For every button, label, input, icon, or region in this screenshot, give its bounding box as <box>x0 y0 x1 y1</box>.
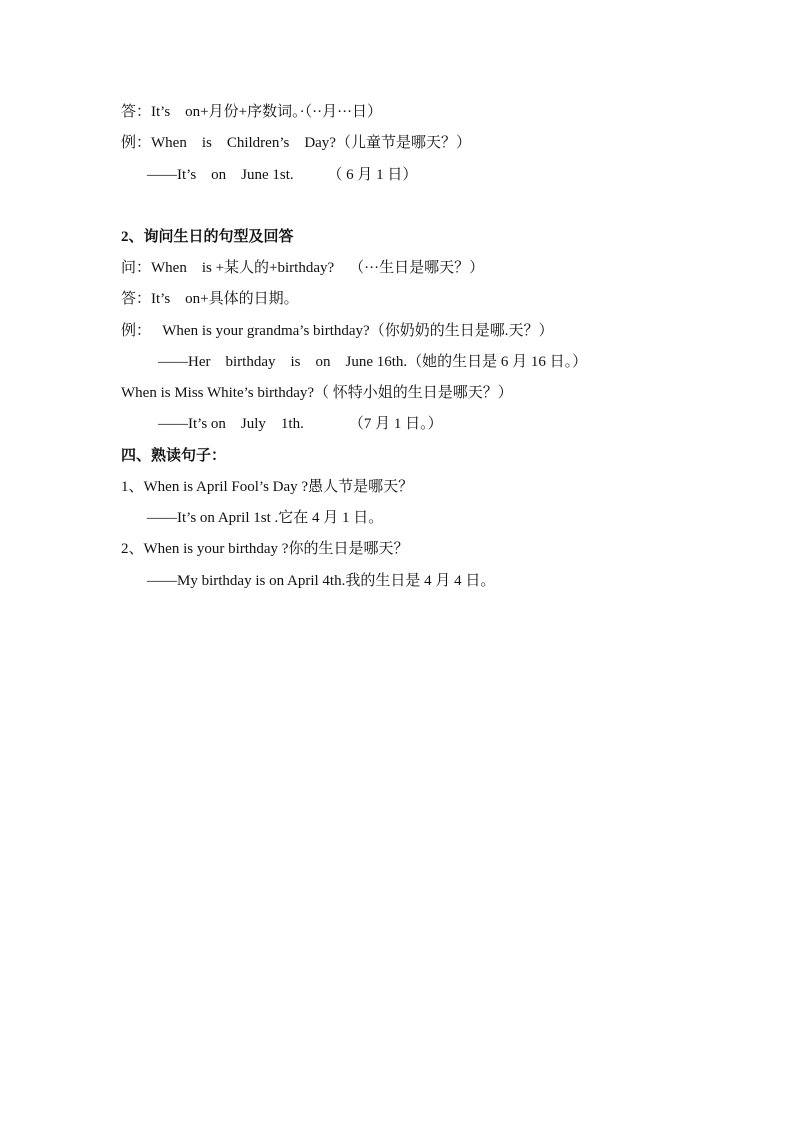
sentence-1-question: 1、When is April Fool’s Day ?愚人节是哪天？ <box>121 479 414 495</box>
sentence-2-answer: ——My birthday is on April 4th.我的生日是 4 月 4 日。 <box>147 573 496 589</box>
section-heading-birthday: 2、询问生日的句型及回答 <box>121 229 294 245</box>
sentence-1-answer: ——It’s on April 1st .它在 4 月 1 日。 <box>147 510 384 526</box>
example-miss-white-answer: ——It’s on July 1th. （7 月 1 日。） <box>158 416 443 432</box>
example-miss-white-question: When is Miss White’s birthday?（ 怀特小姐的生日是哪天？） <box>121 385 513 401</box>
answer-pattern-date: 答：It’s on+月份+序数词。·（··月···日） <box>121 104 383 120</box>
example-childrens-day-answer: ——It’s on June 1st. （ 6 月 1 日） <box>147 167 418 183</box>
section-heading-read-sentences: 四、熟读句子： <box>121 448 227 464</box>
question-pattern-birthday: 问：When is +某人的+birthday? （···生日是哪天？） <box>121 260 485 276</box>
example-grandma-question: 例： When is your grandma’s birthday?（你奶奶的生日是哪.天？） <box>121 323 554 339</box>
example-childrens-day-question: 例：When is Children’s Day?（儿童节是哪天？） <box>121 135 471 151</box>
sentence-2-question: 2、When is your birthday ?你的生日是哪天？ <box>121 541 409 557</box>
example-grandma-answer: ——Her birthday is on June 16th.（她的生日是 6 月 16 日。） <box>158 354 588 370</box>
answer-pattern-birthday: 答：It’s on+具体的日期。 <box>121 291 299 307</box>
